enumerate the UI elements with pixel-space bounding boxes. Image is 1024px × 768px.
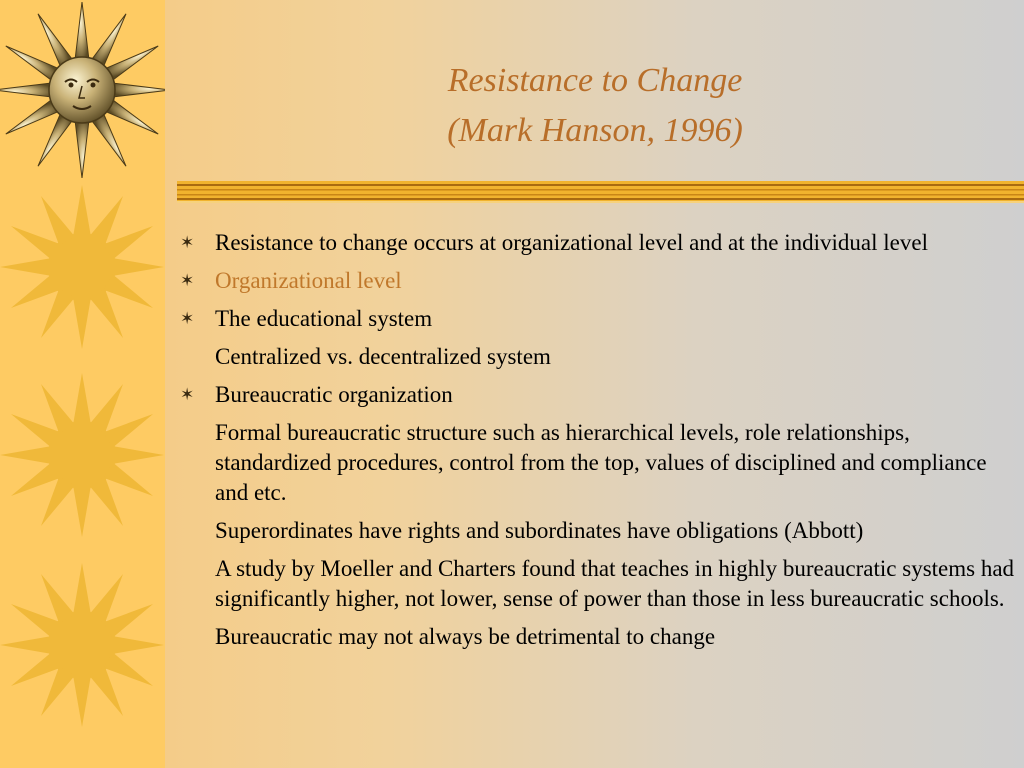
list-item [180, 418, 1016, 508]
list-item-text: Centralized vs. decentralized system [215, 344, 551, 369]
list-item-text: Organizational level [215, 268, 402, 293]
star-bullet-icon: ✶ [180, 385, 195, 405]
sun-icon [0, 180, 165, 355]
left-decorative-band [0, 0, 165, 768]
list-item [180, 304, 1016, 334]
list-item [180, 622, 1016, 652]
sun-icon [0, 368, 165, 543]
bullet-list [180, 228, 1016, 660]
list-item-text: Resistance to change occurs at organizational level and at the individual level [215, 230, 928, 255]
sun-icon [0, 558, 165, 733]
list-item [180, 266, 1016, 296]
list-item-text: The educational system [215, 306, 433, 331]
list-item-text: A study by Moeller and Charters found that teaches in highly bureaucratic systems had significantly higher, not lower, sense of power than those in less bureaucratic schools. [215, 556, 1015, 611]
star-bullet-icon: ✶ [180, 233, 195, 253]
slide-title [180, 56, 1010, 156]
star-bullet-icon: ✶ [180, 271, 195, 291]
list-item [180, 342, 1016, 372]
list-item [180, 516, 1016, 546]
title-line-2: (Mark Hanson, 1996) [447, 112, 743, 149]
list-item [180, 554, 1016, 614]
list-item-text: Superordinates have rights and subordinates have obligations (Abbott) [215, 518, 864, 543]
star-bullet-icon: ✶ [180, 309, 195, 329]
list-item-text: Formal bureaucratic structure such as hierarchical levels, role relationships, standardized procedures, control from the top, values of disciplined and compliance and etc. [215, 420, 987, 505]
list-item [180, 228, 1016, 258]
list-item-text: Bureaucratic organization [215, 382, 453, 407]
sun-face-icon [0, 0, 165, 180]
list-item-text: Bureaucratic may not always be detrimental to change [215, 624, 716, 649]
list-item [180, 380, 1016, 410]
title-line-1: Resistance to Change [447, 62, 743, 99]
gold-divider [177, 181, 1024, 203]
